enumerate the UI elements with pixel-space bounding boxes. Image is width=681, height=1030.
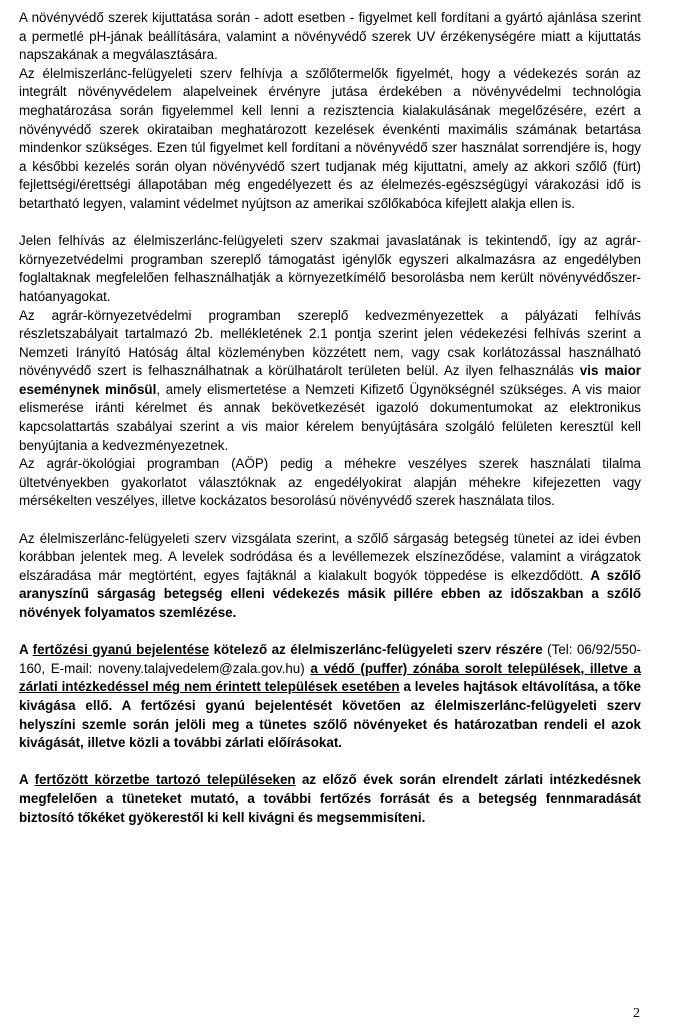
paragraph-resistance-management: Az élelmiszerlánc-felügyeleti szerv felhívja a szőlőtermelők figyelmét, hogy a védekezés során az integrált növényvédelem alapelveinek érvényre jutása érdekében a növényvédelmi technológia meghatározása során figyelemmel kell lenni a rezisztencia kialakulásának megelőzésére, ezért a növényvédő szerek okirataiban meghatározott kezelések évenkénti maximális számának betartása mindenkor szükséges. Ezen túl figyelmet kell fordítani a növényvédő szer használat sorrendjére is, hogy a későbbi kezelés során olyan növényvédő szert tudjanak még kijuttatni, amely az akkori szőlő (fürt) fejlettségi/érettségi állapotában még engedélyezett és az élelmezés-egészségügyi várakozási idő is betartható legyen, valamint védelmet nyújtson az amerikai szőlőkabóca kifejlett alakja ellen is.	[19, 65, 641, 211]
infection-report-a: A	[19, 642, 33, 658]
infection-report-contact: (Tel: 06/92/550-160, E-mail: noveny.talajvedelem@zala.gov.hu)	[19, 642, 641, 676]
spacer	[19, 753, 641, 772]
paragraph-infected-zone	[19, 771, 641, 827]
grapevine-yellows-text: Az élelmiszerlánc-felügyeleti szerv vizsgálata szerint, a szőlő sárgaság betegség tünetei az idei évben korábban jelentek meg. A levelek sodródása és a levéllemezek elszíneződése, valamint a virágzatok elszáradása már megtörtént, egyes fajtáknál a kialakult bogyók töppedése is elkezdődött.	[19, 530, 641, 583]
paragraph-aop-bee-protection: Az agrár-ökológiai programban (AÖP) pedig a méhekre veszélyes szerek használati tilalma ültetvényekben gyakorlatot választóknak az engedélyokirat alapján méhekre kifejezetten vagy mérsékelten veszélyes, illetve kockázatos besorolású növényvédő szerek használata tilos.	[19, 456, 641, 509]
paragraph-application-conditions: A növényvédő szerek kijuttatása során - adott esetben - figyelmet kell fordítani a gyártó ajánlása szerint a permetlé pH-jának beállítására, valamint a növényvédő szerek UV érzékenységére miatt a kijuttatás napszakának a megválasztására.	[19, 10, 641, 63]
spacer	[19, 623, 641, 642]
infected-zone-underlined: fertőzött körzetbe tartozó településeken	[34, 772, 296, 788]
infected-zone-b: az előző évek során elrendelt zárlati intézkedésnek megfelelően a tüneteket mutató, a további fertőzés forrását és a betegség fennmaradását biztosító tőkéket gyökerestől ki kell kivágni és megsemmisíteni.	[19, 772, 641, 825]
paragraph-grapevine-yellows	[19, 530, 641, 623]
paragraph-vis-maior	[19, 307, 641, 456]
infection-report-b: kötelező az élelmiszerlánc-felügyeleti szerv részére	[209, 642, 543, 658]
infection-report-c: a leveles hajtások eltávolítása, a tőke kivágása ellő. A fertőzési gyanú bejelentését követően az élelmiszerlánc-felügyeleti szerv helyszíni szemle során jelöli meg a tünetes szőlő növényeket és határozatban rendeli el azok kivágását, illetve közli a további zárlati előírásokat.	[19, 679, 641, 751]
infected-zone-a: A	[19, 772, 35, 788]
spacer	[19, 214, 641, 233]
paragraph-agri-environment-program: Jelen felhívás az élelmiszerlánc-felügyeleti szerv szakmai javaslatának is tekintendő, így az agrár-környezetvédelmi programban szereplő támogatást igénylők egyszeri alkalmazásra az engedélyben foglaltaknak megfelelően felhasználhatják a környezetkímélő besorolásba nem került növényvédőszer-hatóanyagokat.	[19, 233, 641, 304]
vis-maior-text-end: , amely elismertetése a Nemzeti Kifizető Ügynökségnél szükséges. A vis maior elismerése iránti kérelmet és annak bekövetkezését igazoló dokumentumokat az elektronikus kapcsolattartás szabályai szerint a vis maior kérelem benyújtására szolgáló felületen keresztül kell benyújtania a kedvezményezetnek.	[19, 381, 641, 453]
grapevine-yellows-bold: A szőlő aranyszínű sárgaság betegség elleni védekezés másik pillére ebben az időszakban a szőlő növények folyamatos szemlézése.	[19, 567, 641, 620]
infection-report-buffer-zone: a védő (puffer) zónába sorolt települések, illetve a zárlati intézkedéssel még nem érintett települések esetében	[19, 660, 641, 695]
infection-report-underlined: fertőzési gyanú bejelentése	[32, 642, 210, 658]
document-body	[19, 9, 641, 827]
paragraph-infection-report	[19, 641, 641, 753]
spacer	[19, 511, 641, 530]
vis-maior-bold: vis maior eseménynek minősül	[19, 363, 641, 397]
vis-maior-text-start: Az agrár-környezetvédelmi programban szereplő kedvezményezettek a pályázati felhívás részletszabályait tartalmazó 2b. mellékletének 2.1 pontja szerint jelen védekezési felhívás szerint a Nemzeti Irányító Hatóság által közleményben közzétett nem, vagy csak korlátozással használható növényvédő szert is felhasználhatnak a körülhatárolt területen belül. Az ilyen felhasználás	[19, 307, 641, 379]
page-number: 2	[633, 1006, 640, 1021]
